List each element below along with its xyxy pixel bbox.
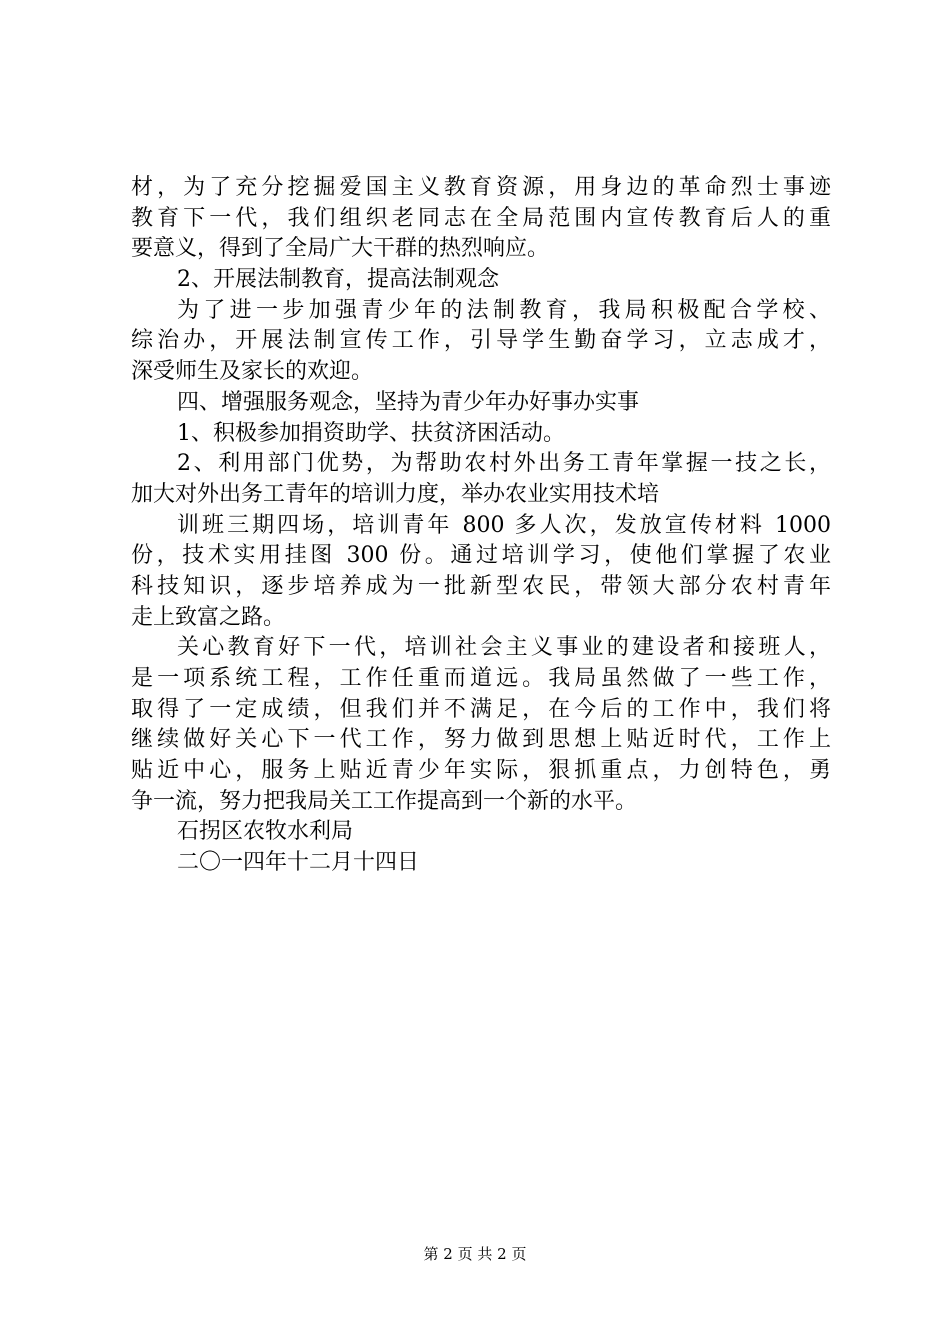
- text-line: 取得了一定成绩，但我们并不满足，在今后的工作中，我们将: [131, 696, 831, 722]
- text-line: 走上致富之路。: [131, 604, 286, 630]
- text-line: 是一项系统工程，工作任重而道远。我局虽然做了一些工作，: [131, 666, 831, 691]
- text-line: 综治办，开展法制宣传工作，引导学生勤奋学习，立志成才，: [131, 328, 831, 354]
- text-line: 关心教育好下一代，培训社会主义事业的建设者和接班人，: [177, 635, 831, 661]
- text-line: 2、利用部门优势，为帮助农村外出务工青年掌握一技之长，: [177, 451, 831, 477]
- text-line: 材，为了充分挖掘爱国主义教育资源，用身边的革命烈士事迹: [131, 175, 831, 200]
- text-line: 教育下一代，我们组织老同志在全局范围内宣传教育后人的重: [131, 205, 831, 231]
- text-line: 争一流，努力把我局关工工作提高到一个新的水平。: [131, 788, 638, 814]
- text-line: 1、积极参加捐资助学、扶贫济困活动。: [177, 420, 565, 446]
- text-line: 贴近中心，服务上贴近青少年实际，狠抓重点，力创特色，勇: [131, 758, 831, 784]
- text-line: 科技知识，逐步培养成为一批新型农民，带领大部分农村青年: [131, 573, 831, 599]
- text-line: 训班三期四场，培训青年 800 多人次，发放宣传材料 1000: [177, 512, 831, 538]
- document-body: [131, 173, 831, 879]
- text-line: 石拐区农牧水利局: [177, 819, 354, 845]
- text-line: 为了进一步加强青少年的法制教育，我局积极配合学校、: [177, 297, 831, 323]
- page-number-footer: 第 2 页 共 2 页: [423, 1245, 527, 1263]
- text-line: 深受师生及家长的欢迎。: [131, 359, 374, 385]
- text-line: 份，技术实用挂图 300 份。通过培训学习，使他们掌握了农业: [131, 543, 831, 569]
- text-line: 要意义，得到了全局广大干群的热烈响应。: [131, 236, 550, 262]
- text-line: 二〇一四年十二月十四日: [177, 850, 420, 876]
- text-line: 2、开展法制教育，提高法制观念: [177, 267, 499, 293]
- text-line: 加大对外出务工青年的培训力度，举办农业实用技术培: [131, 481, 660, 507]
- text-line: 继续做好关心下一代工作，努力做到思想上贴近时代，工作上: [131, 727, 831, 753]
- text-line: 四、增强服务观念，坚持为青少年办好事办实事: [177, 389, 640, 415]
